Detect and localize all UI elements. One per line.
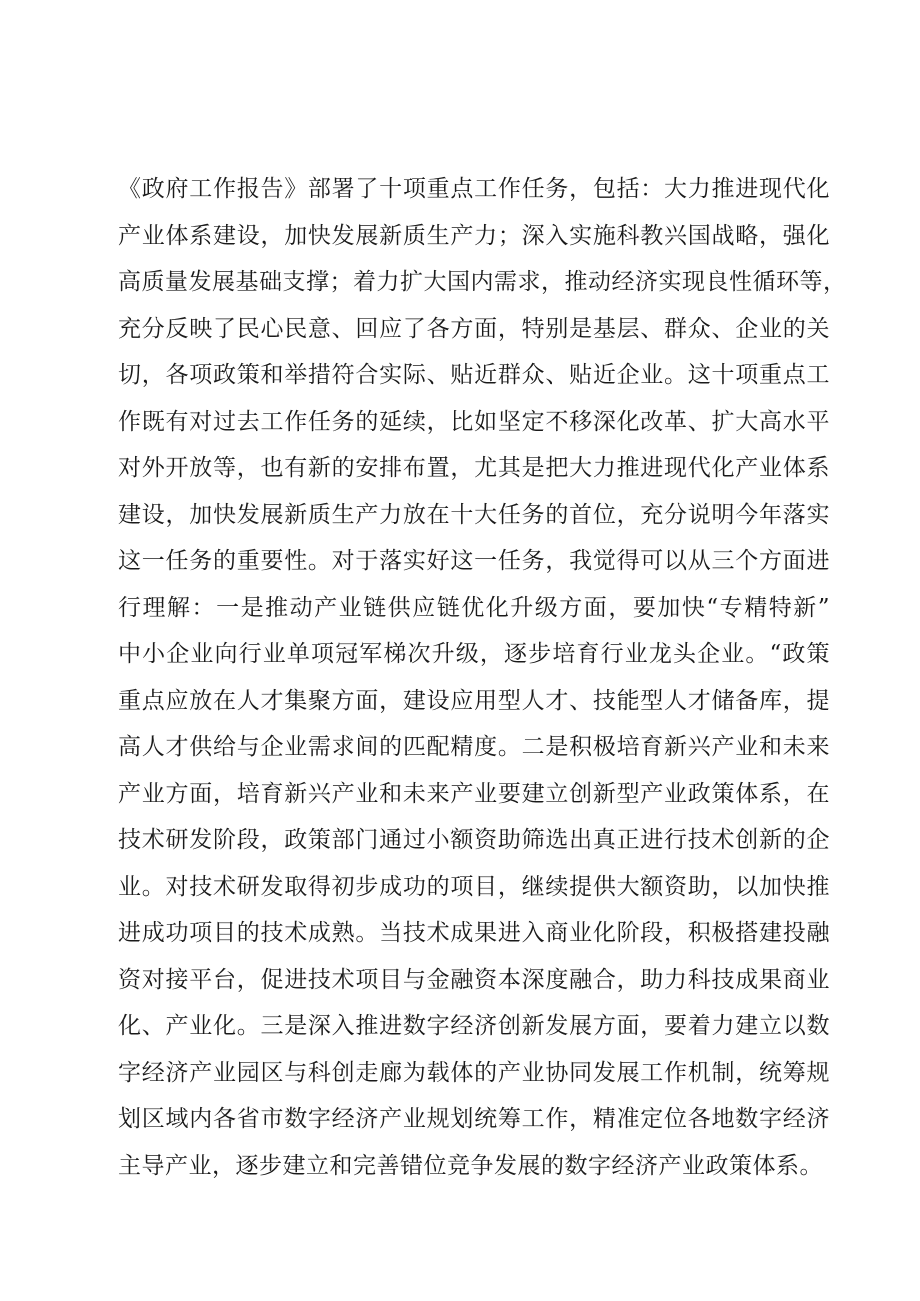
text-line: 充分反映了民心民意、回应了各方面，特别是基层、群众、企业的关 — [118, 315, 830, 342]
text-line: 技术研发阶段，政策部门通过小额资助筛选出真正进行技术创新的企 — [118, 827, 830, 853]
text-line: 化、产业化。三是深入推进数字经济创新发展方面，要着力建立以数 — [118, 1013, 830, 1039]
text-line: 划区域内各省市数字经济产业规划统筹工作，精准定位各地数字经济 — [118, 1106, 830, 1132]
text-line: 建设，加快发展新质生产力放在十大任务的首位，充分说明今年落实 — [118, 501, 830, 528]
text-line: 行理解：一是推动产业链供应链优化升级方面，要加快“专精特新” — [118, 594, 830, 621]
body-paragraph — [118, 166, 847, 1189]
text-line: 产业体系建设，加快发展新质生产力；深入实施科教兴国战略，强化 — [118, 222, 830, 249]
text-line: 作既有对过去工作任务的延续，比如坚定不移深化改革、扩大高水平 — [118, 408, 830, 435]
text-line: 对外开放等，也有新的安排布置，尤其是把大力推进现代化产业体系 — [118, 455, 830, 481]
text-line: 主导产业，逐步建立和完善错位竞争发展的数字经济产业政策体系。 — [118, 1152, 823, 1179]
text-line: 业。对技术研发取得初步成功的项目，继续提供大额资助，以加快推 — [118, 873, 830, 900]
text-line: 这一任务的重要性。对于落实好这一任务，我觉得可以从三个方面进 — [118, 548, 830, 574]
text-line: 高质量发展基础支撑；着力扩大国内需求，推动经济实现良性循环等， — [118, 269, 847, 295]
text-line: 高人才供给与企业需求间的匹配精度。二是积极培育新兴产业和未来 — [118, 734, 830, 760]
text-line: 重点应放在人才集聚方面，建设应用型人才、技能型人才储备库，提 — [118, 687, 830, 714]
text-line: 中小企业向行业单项冠军梯次升级，逐步培育行业龙头企业。“政策 — [118, 641, 830, 667]
text-line: 字经济产业园区与科创走廊为载体的产业协同发展工作机制，统筹规 — [118, 1059, 830, 1086]
text-line: 产业方面，培育新兴产业和未来产业要建立创新型产业政策体系，在 — [118, 780, 830, 807]
text-line: 《政府工作报告》部署了十项重点工作任务，包括：大力推进现代化 — [118, 176, 830, 202]
text-line: 切，各项政策和举措符合实际、贴近群众、贴近企业。这十项重点工 — [118, 362, 830, 388]
text-line: 资对接平台，促进技术项目与金融资本深度融合，助力科技成果商业 — [118, 966, 830, 993]
text-line: 进成功项目的技术成熟。当技术成果进入商业化阶段，积极搭建投融 — [118, 920, 830, 946]
